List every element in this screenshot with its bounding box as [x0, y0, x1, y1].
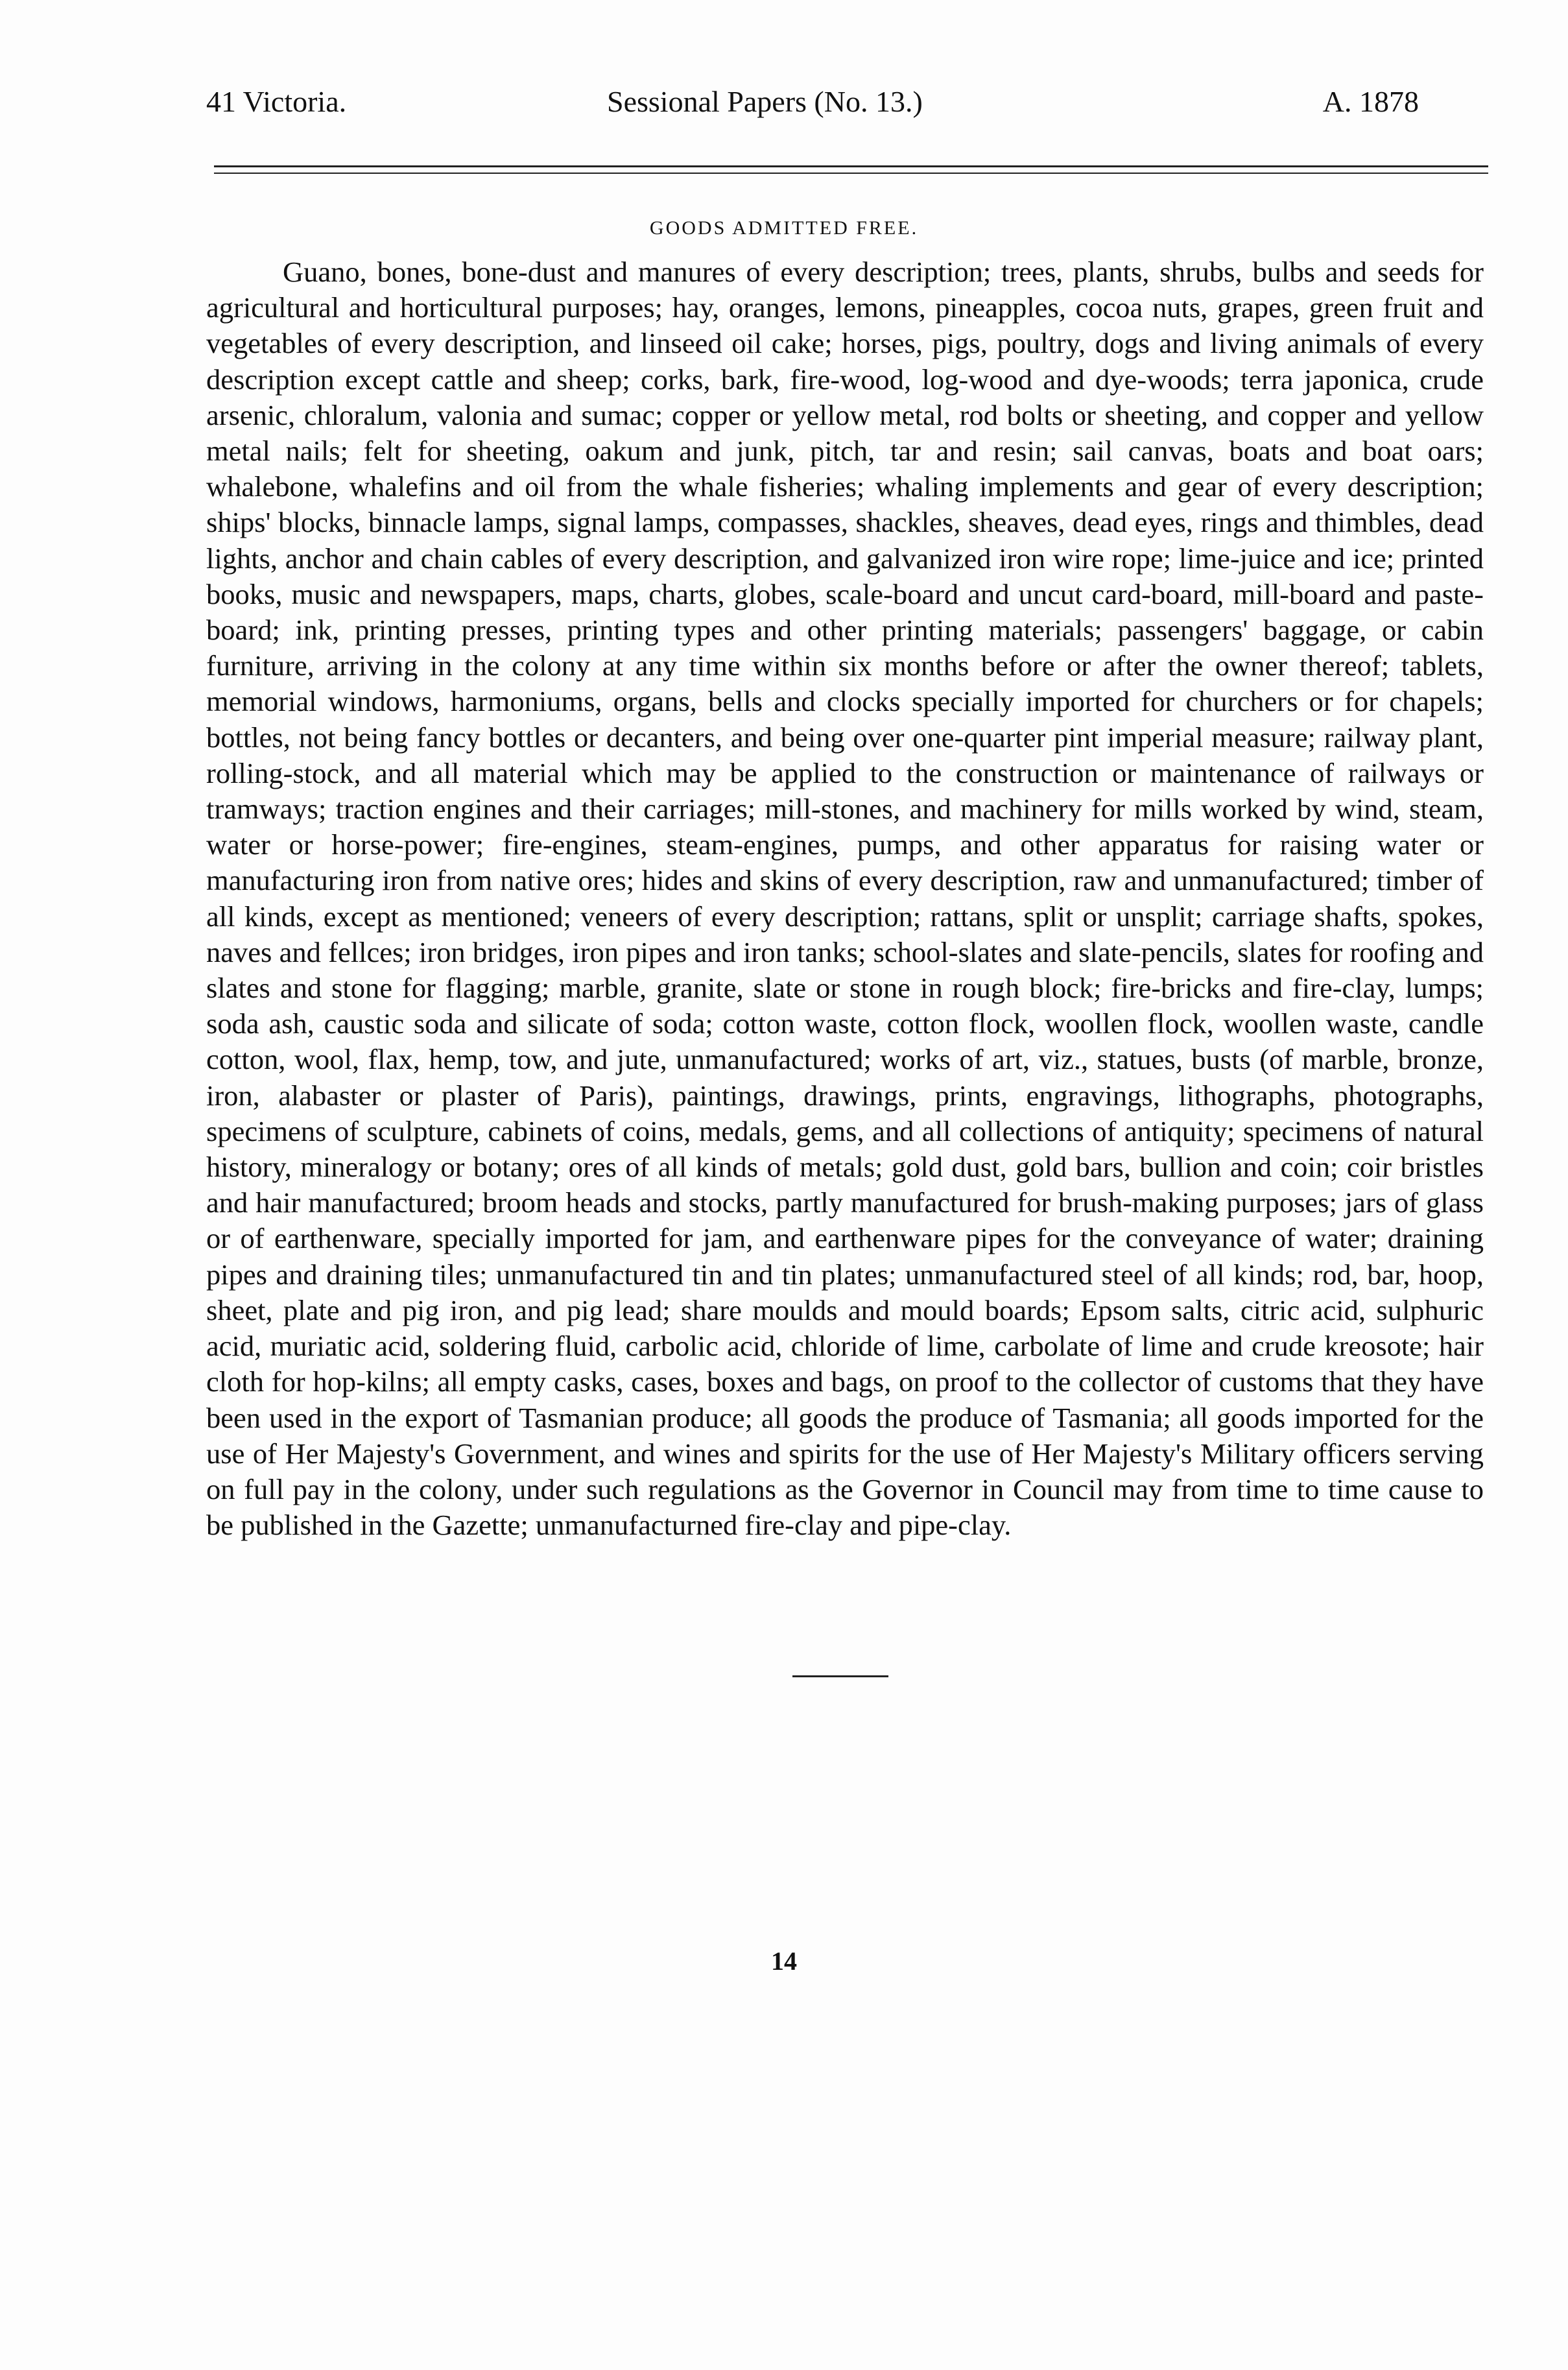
- header-year: A. 1878: [1322, 85, 1419, 118]
- header-rule: [214, 165, 1488, 167]
- closing-rule: [792, 1675, 888, 1677]
- body-paragraph: Guano, bones, bone-dust and manures of every description; trees, plants, shrubs, bulbs and seeds for agricultural and horticultural purposes; hay, oranges, lemons, pineapples, cocoa nuts, grapes, green fruit and vegetables of every description, and linseed oil cake; horses, pigs, poultry, dogs and living animals of every description except cattle and sheep; corks, bark, fire-wood, log-wood and dye-woods; terra japonica, crude arsenic, chloralum, valonia and sumac; copper or yellow metal, rod bolts or sheeting, and copper and yellow metal nails; felt for sheeting, oakum and junk, pitch, tar and resin; sail canvas, boats and boat oars; whalebone, whalefins and oil from the whale fisheries; whaling implements and gear of every description; ships' blocks, binnacle lamps, signal lamps, compasses, shackles, sheaves, dead eyes, rings and thimbles, dead lights, anchor and chain cables of every description, and galvanized iron wire rope; lime-juice and ice; printed books, music and newspapers, maps, charts, globes, scale-board and uncut card-board, mill-board and paste-board; ink, printing presses, printing types and other printing materials; passengers' baggage, or cabin furniture, arriving in the colony at any time within six months before or after the owner thereof; tablets, memorial windows, harmoniums, organs, bells and clocks specially imported for churchers or for chapels; bottles, not being fancy bottles or decanters, and being over one-quarter pint imperial measure; railway plant, rolling-stock, and all material which may be applied to the construction or maintenance of railways or tramways; traction engines and their carriages; mill-stones, and machinery for mills worked by wind, steam, water or horse-power; fire-engines, steam-engines, pumps, and other apparatus for raising water or manufacturing iron from native ores; hides and skins of every description, raw and unmanufactured; timber of all kinds, except as mentioned; veneers of every description; rattans, split or unsplit; carriage shafts, spokes, naves and fellces; iron bridges, iron pipes and iron tanks; school-slates and slate-pencils, slates for roofing and slates and stone for flagging; marble, granite, slate or stone in rough block; fire-bricks and fire-clay, lumps; soda ash, caustic soda and silicate of soda; cotton waste, cotton flock, woollen flock, woollen waste, candle cotton, wool, flax, hemp, tow, and jute, unmanufactured; works of art, viz., statues, busts (of marble, bronze, iron, alabaster or plaster of Paris), paintings, drawings, prints, engravings, lithographs, photographs, specimens of sculpture, cabinets of coins, medals, gems, and all collections of antiquity; specimens of natural history, mineralogy or botany; ores of all kinds of metals; gold dust, gold bars, bullion and coin; coir bristles and hair manufactured; broom heads and stocks, partly manufactured for brush-making purposes; jars of glass or of earthenware, specially imported for jam, and earthenware pipes for the conveyance of water; draining pipes and draining tiles; unmanufactured tin and tin plates; unmanufactured steel of all kinds; rod, bar, hoop, sheet, plate and pig iron, and pig lead; share moulds and mould boards; Epsom salts, citric acid, sulphuric acid, muriatic acid, soldering fluid, carbolic acid, chloride of lime, carbolate of lime and crude kreosote; hair cloth for hop-kilns; all empty casks, cases, boxes and bags, on proof to the collector of customs that they have been used in the export of Tasmanian produce; all goods the produce of Tasmania; all goods imported for the use of Her Majesty's Government, and wines and spirits for the use of Her Majesty's Military officers serving on full pay in the colony, under such regulations as the Governor in Council may from time to time cause to be published in the Gazette; unmanufacturned fire-clay and pipe-clay.: [206, 256, 1484, 1542]
- header-regnal-year: 41 Victoria.: [206, 85, 347, 118]
- header-rule-secondary: [214, 173, 1488, 174]
- section-title: GOODS ADMITTED FREE.: [649, 217, 919, 239]
- page-header: [206, 84, 1419, 123]
- page-number: 14: [771, 1946, 797, 1976]
- header-sessional-papers: Sessional Papers (No. 13.): [607, 85, 923, 118]
